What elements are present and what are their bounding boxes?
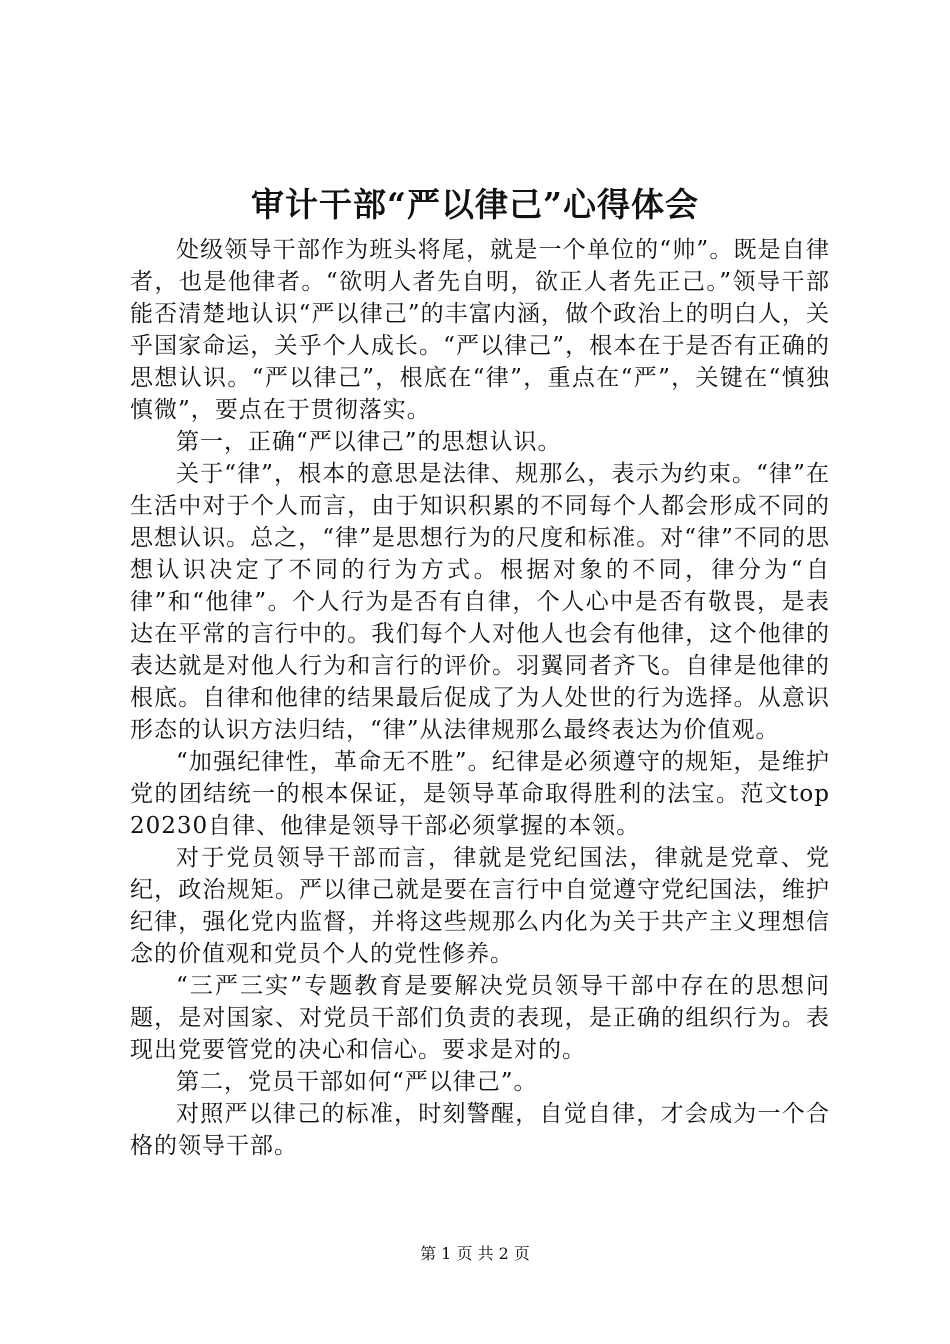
paragraph-discipline: “加强纪律性，革命无不胜”。纪律是必须遵守的规矩，是维护党的团结统一的根本保证，是领导革命取得胜利的法宝。范文top20230自律、他律是领导干部必须掌握的本领。: [130, 749, 830, 839]
paragraph-meaning-of-lv: 关于“律”，根本的意思是法律、规那么，表示为约束。“律”在生活中对于个人而言，由于知识积累的不同每个人都会形成不同的思想认识。总之，“律”是思想行为的尺度和标准。对“律”不同的思想认识决定了不同的行为方式。根据对象的不同，律分为“自律”和“他律”。个人行为是否有自律，个人心中是否有敬畏，是表达在平常的言行中的。我们每个人对他人也会有他律，这个他律的表达就是对他人行为和言行的评价。羽翼同者齐飞。自律是他律的根底。自律和他律的结果最后促成了为人处世的行为选择。从意识形态的认识方法归结，“律”从法律规那么最终表达为价值观。: [130, 461, 830, 743]
paragraph-standard: 对照严以律己的标准，时刻警醒，自觉自律，才会成为一个合格的领导干部。: [130, 1101, 830, 1159]
paragraph-intro: 处级领导干部作为班头将尾，就是一个单位的“帅”。既是自律者，也是他律者。“欲明人者先自明，欲正人者先正己。”领导干部能否清楚地认识“严以律己”的丰富内涵，做个政治上的明白人，关乎国家命运，关乎个人成长。“严以律己”，根本在于是否有正确的思想认识。“严以律己”，根底在“律”，重点在“严”，关键在“慎独慎微”，要点在于贯彻落实。: [130, 237, 830, 423]
paragraph-party-discipline: 对于党员领导干部而言，律就是党纪国法，律就是党章、党纪，政治规矩。严以律己就是要在言行中自觉遵守党纪国法，维护纪律，强化党内监督，并将这些规那么内化为关于共产主义理想信念的价值观和党员个人的党性修养。: [130, 845, 830, 967]
paragraph-three-stricts: “三严三实”专题教育是要解决党员领导干部中存在的思想问题，是对国家、对党员干部们负责的表现，是正确的组织行为。表现出党要管党的决心和信心。要求是对的。: [130, 973, 830, 1063]
paragraph-section-one-heading: 第一，正确“严以律己”的思想认识。: [176, 429, 562, 455]
paragraph-section-two-heading: 第二，党员干部如何“严以律己”。: [176, 1069, 538, 1095]
document-body: [130, 234, 830, 1162]
page-number-footer: 第 1 页 共 2 页: [420, 1244, 530, 1263]
document-title: 审计干部“严以律己”心得体会: [251, 185, 699, 224]
